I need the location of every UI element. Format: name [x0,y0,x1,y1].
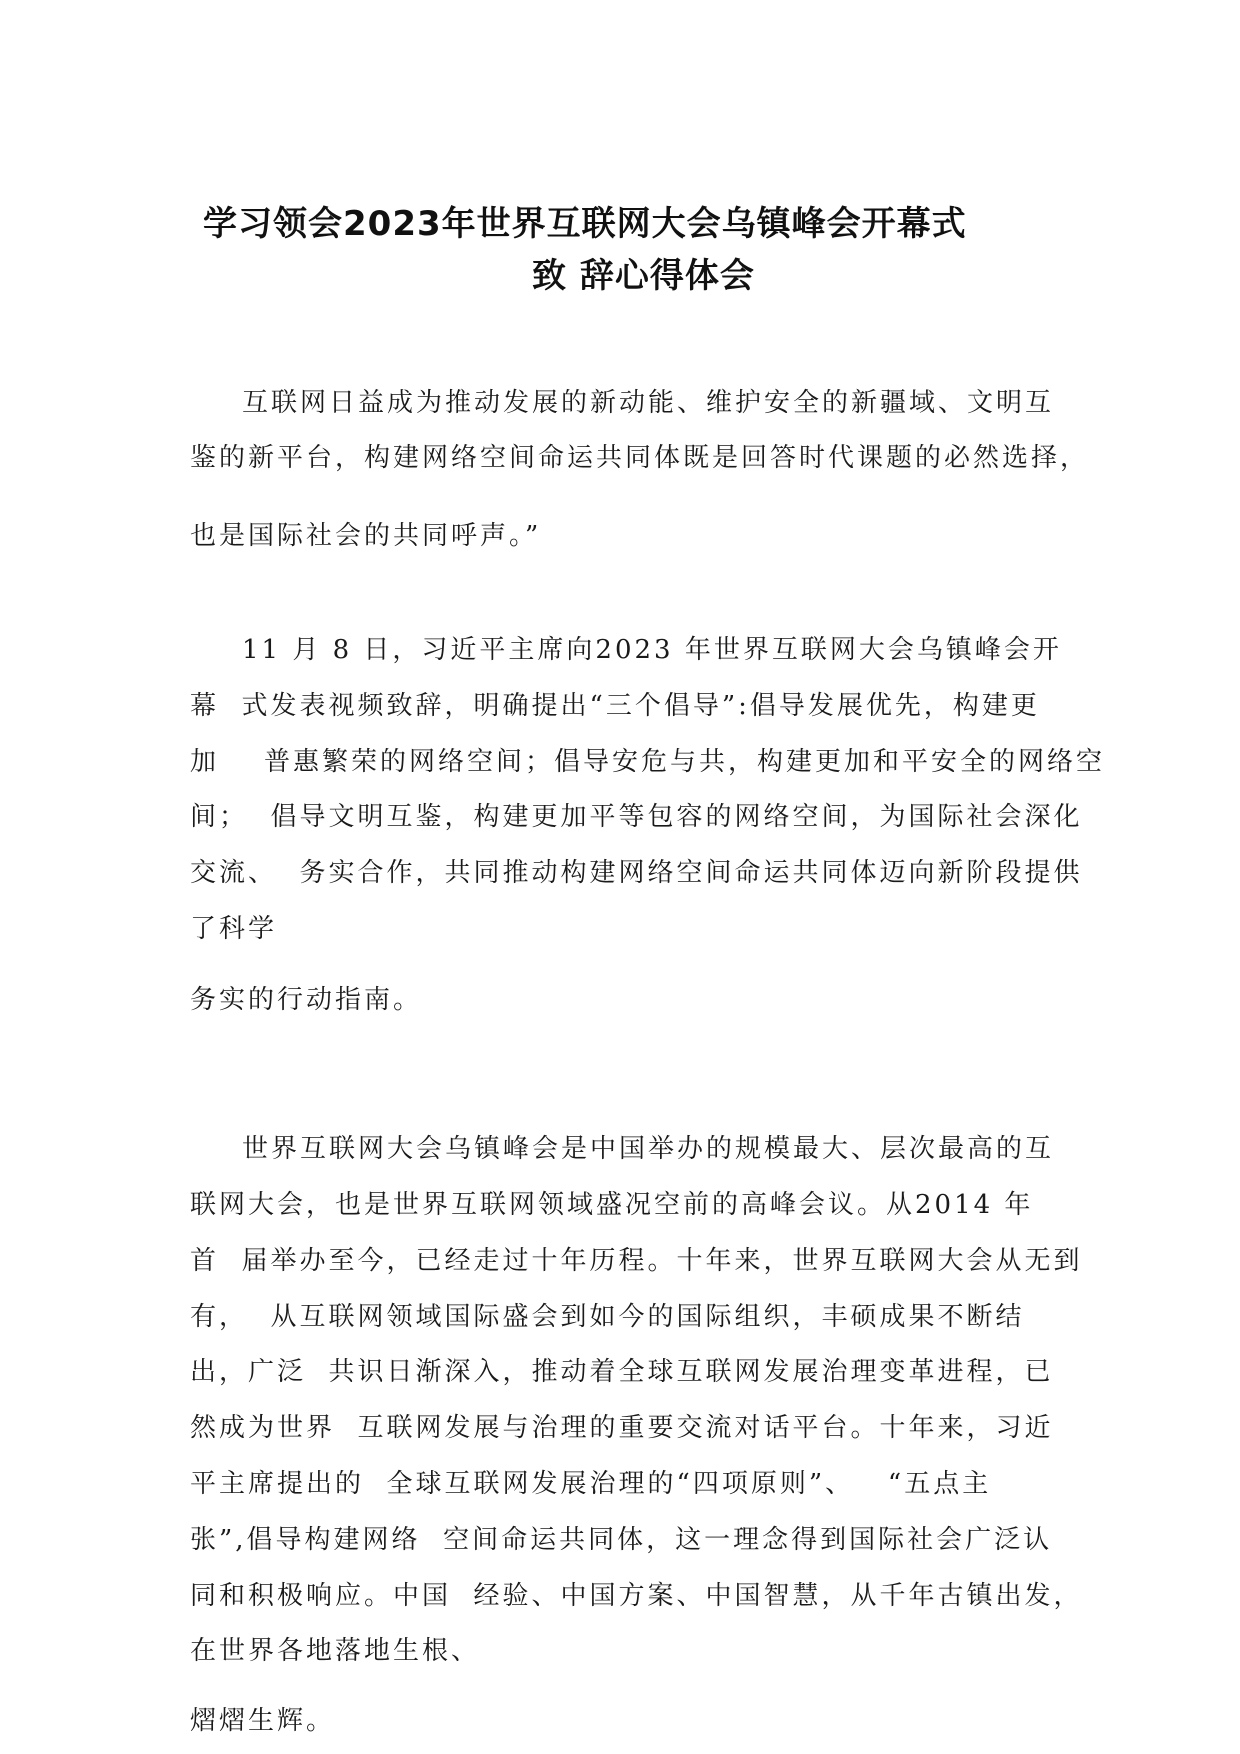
text-line: 互联网日益成为推动发展的新动能、维护安全的新疆域、文明互 [242,388,1055,418]
text-line: 联网大会，也是世界互联网领域盛况空前的高峰会议。从2014 年 [190,1190,1034,1220]
text-line: 熠熠生辉。 [190,1706,336,1736]
text-line: 平主席提出的 全球互联网发展治理的“四项原则”、 “五点主 [190,1469,992,1499]
title-line-2: 致 辞心得体会 [532,256,755,296]
text-line: 也是国际社会的共同呼声。” [190,521,542,551]
text-line: 间； 倡导文明互鉴，构建更加平等包容的网络空间，为国际社会深化 [190,802,1083,832]
title-line-1: 学习领会2023年世界互联网大会乌镇峰会开幕式 [203,204,967,244]
text-line: 了科学 [190,914,278,944]
text-line: 鉴的新平台，构建网络空间命运共同体既是回答时代课题的必然选择， [190,443,1090,473]
text-line: 有， 从互联网领域国际盛会到如今的国际组织，丰硕成果不断结 [190,1302,1025,1332]
text-line: 交流、 务实合作，共同推动构建网络空间命运共同体迈向新阶段提供 [190,858,1083,888]
text-line: 在世界各地落地生根、 [190,1636,481,1666]
text-line: 张”,倡导构建网络 空间命运共同体，这一理念得到国际社会广泛认 [190,1525,1053,1555]
text-line: 务实的行动指南。 [190,985,423,1015]
text-line: 世界互联网大会乌镇峰会是中国举办的规模最大、层次最高的互 [242,1134,1055,1164]
text-line: 首 届举办至今，已经走过十年历程。十年来，世界互联网大会从无到 [190,1246,1083,1276]
text-line: 11 月 8 日，习近平主席向2023 年世界互联网大会乌镇峰会开 [242,635,1062,665]
text-line: 幕 式发表视频致辞，明确提出“三个倡导”:倡导发展优先，构建更 [190,691,1040,721]
text-line: 然成为世界 互联网发展与治理的重要交流对话平台。十年来，习近 [190,1413,1054,1443]
text-line: 出，广泛 共识日渐深入，推动着全球互联网发展治理变革进程，已 [190,1357,1054,1387]
text-line: 加 普惠繁荣的网络空间；倡导安危与共，构建更加和平安全的网络空 [190,747,1106,777]
text-line: 同和积极响应。中国 经验、中国方案、中国智慧，从千年古镇出发， [190,1581,1083,1611]
